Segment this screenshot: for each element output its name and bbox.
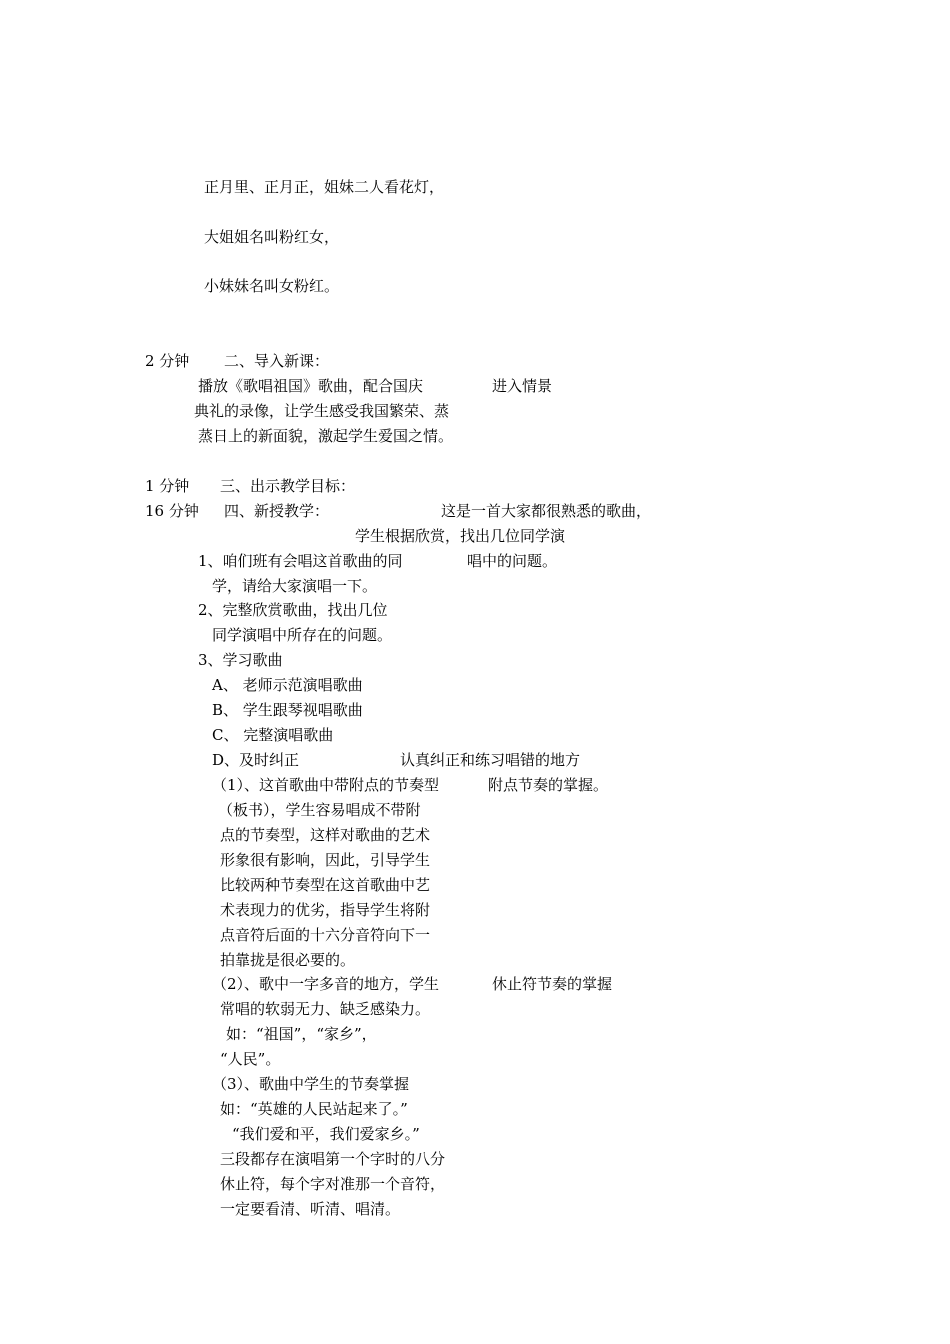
section4-heading: 四、新授教学：	[224, 502, 330, 520]
item2-line-b: 同学演唱中所存在的问题。	[212, 626, 393, 644]
poem-line-1: 正月里、正月正，姐妹二人看花灯，	[204, 178, 445, 196]
poem-line-2: 大姐姐名叫粉红女，	[204, 228, 340, 246]
point3-line: “我们爱和平，我们爱家乡。”	[232, 1125, 420, 1143]
point3-line: 如：“英雄的人民站起来了。”	[220, 1100, 408, 1118]
point2-line: 如：“祖国”，“家乡”，	[226, 1025, 377, 1043]
sub-item-d-student-activity: 认真纠正和练习唱错的地方	[400, 751, 581, 769]
section4-student-line-2: 学生根据欣赏，找出几位同学演	[355, 527, 566, 545]
section3-heading: 三、出示教学目标：	[220, 477, 356, 495]
sub-item-c: C、 完整演唱歌曲	[212, 726, 334, 744]
point3-line: 休止符，每个字对准那一个音符，	[220, 1175, 446, 1193]
point1-line: 形象很有影响，因此，引导学生	[220, 851, 431, 869]
point3-line: （3）、歌曲中学生的节奏掌握	[212, 1075, 410, 1093]
section4-time: 16 分钟	[145, 502, 199, 520]
point1-line: （板书），学生容易唱成不带附	[218, 801, 421, 819]
section2-body-line-1: 播放《歌唱祖国》歌曲，配合国庆	[198, 377, 424, 395]
point1-line: 点音符后面的十六分音符向下一	[220, 926, 431, 944]
item1-line-b: 学，请给大家演唱一下。	[212, 577, 378, 595]
point1-line: （1）、这首歌曲中带附点的节奏型	[212, 776, 440, 794]
point2-student-activity: 休止符节奏的掌握	[492, 975, 613, 993]
section4-student-line-1: 这是一首大家都很熟悉的歌曲，	[441, 502, 652, 520]
point2-line: 常唱的软弱无力、缺乏感染力。	[220, 1000, 431, 1018]
point2-line: “人民”。	[220, 1050, 281, 1068]
sub-item-d: D、及时纠正	[212, 751, 300, 769]
point3-line: 三段都存在演唱第一个字时的八分	[220, 1150, 446, 1168]
item2-line-a: 2、完整欣赏歌曲，找出几位	[198, 601, 388, 619]
item1-line-a: 1、咱们班有会唱这首歌曲的同	[198, 552, 403, 570]
section2-student-activity: 进入情景	[492, 377, 553, 395]
section4-student-line-3: 唱中的问题。	[467, 552, 558, 570]
point1-line: 拍靠拢是很必要的。	[220, 951, 356, 969]
section2-heading: 二、导入新课：	[224, 352, 330, 370]
point2-line: （2）、歌中一字多音的地方，学生	[212, 975, 440, 993]
section2-body-line-3: 蒸日上的新面貌，激起学生爱国之情。	[198, 427, 454, 445]
sub-item-b: B、 学生跟琴视唱歌曲	[212, 701, 363, 719]
poem-line-3: 小妹妹名叫女粉红。	[204, 277, 340, 295]
item3-heading: 3、学习歌曲	[198, 651, 283, 669]
section2-time: 2 分钟	[145, 352, 190, 370]
point1-student-activity: 附点节奏的掌握。	[488, 776, 609, 794]
point1-line: 点的节奏型，这样对歌曲的艺术	[220, 826, 431, 844]
point1-line: 比较两种节奏型在这首歌曲中艺	[220, 876, 431, 894]
point1-line: 术表现力的优劣，指导学生将附	[220, 901, 431, 919]
section3-time: 1 分钟	[145, 477, 190, 495]
point3-line: 一定要看清、听清、唱清。	[220, 1200, 401, 1218]
sub-item-a: A、 老师示范演唱歌曲	[212, 676, 363, 694]
section2-body-line-2: 典礼的录像，让学生感受我国繁荣、蒸	[194, 402, 450, 420]
